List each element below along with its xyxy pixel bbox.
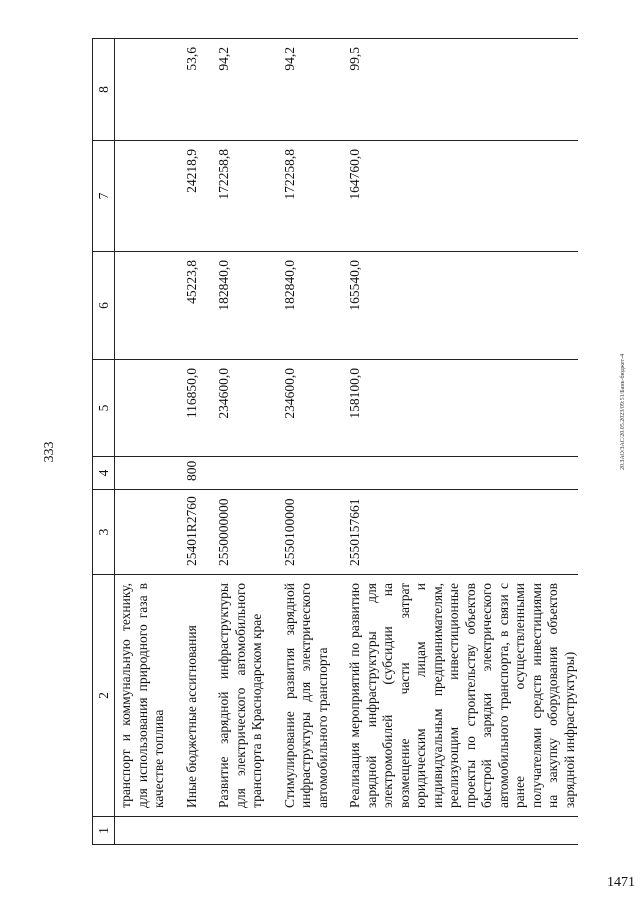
header-col-4: 4 bbox=[93, 457, 115, 490]
row-value-6 bbox=[115, 252, 168, 360]
header-col-2: 2 bbox=[93, 575, 115, 817]
row-value-8: 53,6 bbox=[168, 39, 201, 141]
header-row bbox=[93, 39, 115, 845]
row-code: 25401R2760 bbox=[168, 490, 201, 575]
header-col-6: 6 bbox=[93, 252, 115, 360]
table-row bbox=[266, 39, 332, 845]
row-code bbox=[115, 490, 168, 575]
page-number: 333 bbox=[42, 441, 57, 463]
row-value-6: 182840,0 bbox=[200, 252, 266, 360]
row-name: Иные бюджетные ассигнования bbox=[168, 575, 201, 817]
row-value-5: 234600,0 bbox=[266, 360, 332, 457]
row-value-6: 182840,0 bbox=[266, 252, 332, 360]
row-code: 2550100000 bbox=[266, 490, 332, 575]
table-row bbox=[331, 39, 578, 845]
row-name: транспорт и коммунальную технику, для использования природного газа в качестве топлива bbox=[115, 575, 168, 817]
row-vr bbox=[331, 457, 578, 490]
row-value-8: 99,5 bbox=[331, 39, 578, 141]
row-value-5 bbox=[115, 360, 168, 457]
row-name: Стимулирование развития зарядной инфраструктуры для электрического автомобильного транспорта bbox=[266, 575, 332, 817]
header-col-1: 1 bbox=[93, 817, 115, 845]
table-row bbox=[200, 39, 266, 845]
header-col-8: 8 bbox=[93, 39, 115, 141]
row-vr bbox=[266, 457, 332, 490]
row-value-7: 24218,9 bbox=[168, 141, 201, 252]
row-name: Развитие зарядной инфраструктуры для электрического автомобильного транспорта в Краснодарском крае bbox=[200, 575, 266, 817]
budget-table bbox=[92, 38, 578, 845]
row-value-7 bbox=[115, 141, 168, 252]
row-name: Реализация мероприятий по развитию зарядной инфраструктуры для электромобилей (субсидии на возмещение части затрат юридическим лицам и индивидуальным предпринимателям, реализующим инвестиционные проекты по строительству объектов быстрой зарядки электрического автомобильного транспорта, в связи с ранее осуществленными получателями средств инвестициями на закупку оборудования объектов зарядной инфраструктуры) bbox=[331, 575, 578, 817]
row-value-7: 164760,0 bbox=[331, 141, 578, 252]
row-vr: 800 bbox=[168, 457, 201, 490]
row-code: 2550000000 bbox=[200, 490, 266, 575]
row-value-7: 172258,8 bbox=[200, 141, 266, 252]
header-col-3: 3 bbox=[93, 490, 115, 575]
row-value-5: 234600,0 bbox=[200, 360, 266, 457]
row-value-8 bbox=[115, 39, 168, 141]
document-stamp: 20.ЗАО/ЗАС/20.05.2023/09:51/Банк-бюджет-4 bbox=[620, 353, 626, 470]
row-code: 2550157661 bbox=[331, 490, 578, 575]
sheet-number: 1471 bbox=[607, 875, 635, 890]
table-row bbox=[115, 39, 168, 845]
row-value-5: 116850,0 bbox=[168, 360, 201, 457]
row-value-8: 94,2 bbox=[266, 39, 332, 141]
row-vr bbox=[200, 457, 266, 490]
row-value-7: 172258,8 bbox=[266, 141, 332, 252]
row-value-6: 45223,8 bbox=[168, 252, 201, 360]
row-vr bbox=[115, 457, 168, 490]
table-row bbox=[168, 39, 201, 845]
row-value-5: 158100,0 bbox=[331, 360, 578, 457]
row-value-6: 165540,0 bbox=[331, 252, 578, 360]
header-col-7: 7 bbox=[93, 141, 115, 252]
row-value-8: 94,2 bbox=[200, 39, 266, 141]
rotated-table-container bbox=[92, 39, 617, 845]
header-col-5: 5 bbox=[93, 360, 115, 457]
